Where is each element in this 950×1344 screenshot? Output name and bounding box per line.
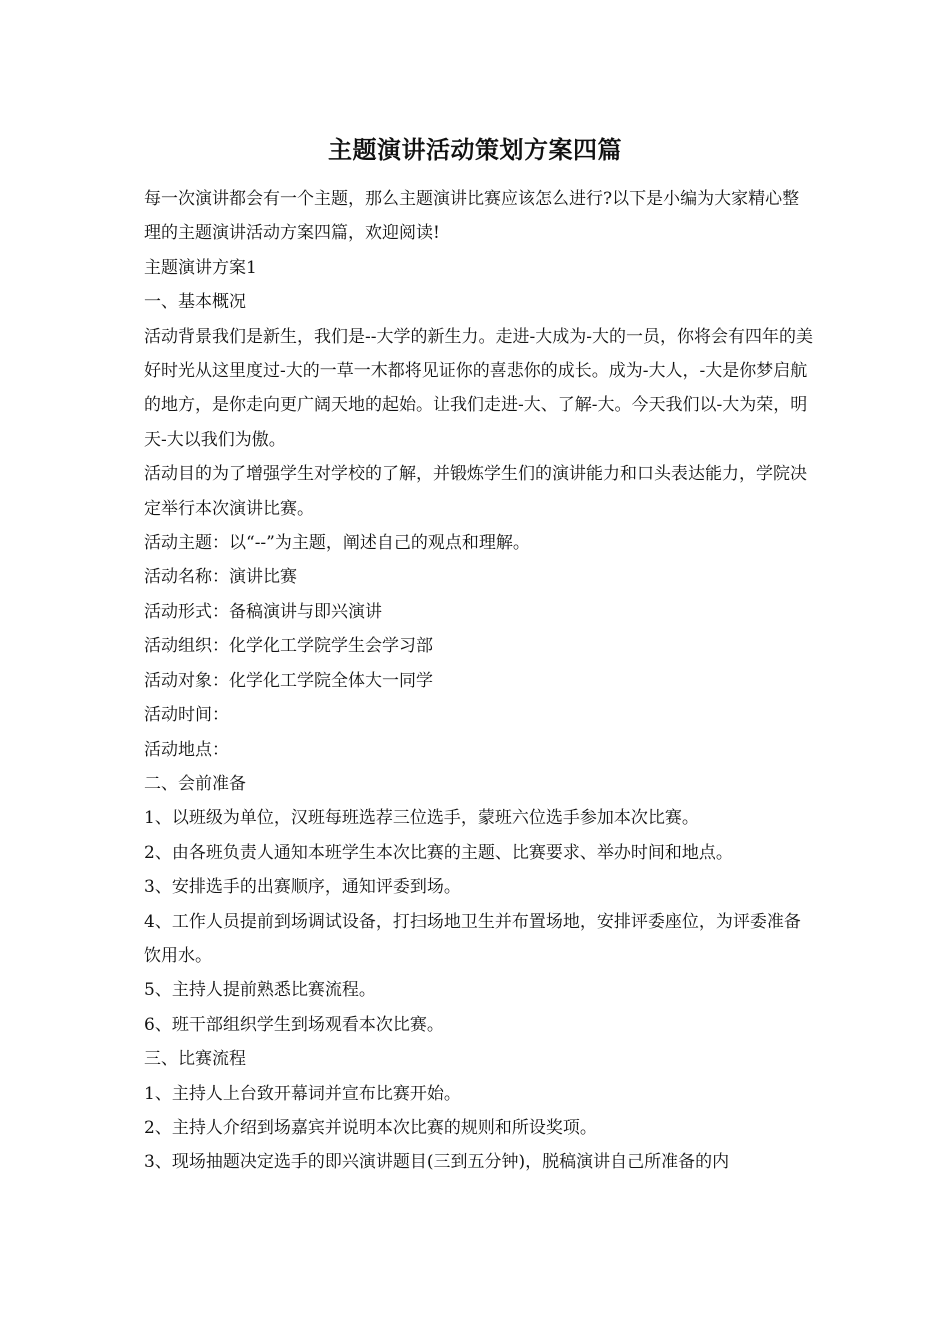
document-body <box>144 182 814 1180</box>
document-title: 主题演讲活动策划方案四篇 <box>328 135 622 164</box>
paragraph-purpose: 活动目的为了增强学生对学校的了解，并锻炼学生们的演讲能力和口头表达能力，学院决定举行本次演讲比赛。 <box>144 464 807 519</box>
paragraph-background: 活动背景我们是新生，我们是--大学的新生力。走进-大成为-大的一员，你将会有四年的美好时光从这里度过-大的一草一木都将见证你的喜悲你的成长。成为-大人，-大是你梦启航的地方，是你走向更广阔天地的起始。让我们走进-大、了解-大。今天我们以-大为荣，明天-大以我们为傲。 <box>144 326 813 450</box>
section-heading-overview: 一、基本概况 <box>144 292 246 313</box>
paragraph-audience: 活动对象：化学化工学院全体大一同学 <box>144 670 433 691</box>
list-item: 1、以班级为单位，汉班每班选荐三位选手，蒙班六位选手参加本次比赛。 <box>144 808 699 829</box>
paragraph-organizer: 活动组织：化学化工学院学生会学习部 <box>144 636 433 657</box>
intro-paragraph: 每一次演讲都会有一个主题，那么主题演讲比赛应该怎么进行?以下是小编为大家精心整理的主题演讲活动方案四篇，欢迎阅读! <box>144 189 800 244</box>
list-item: 5、主持人提前熟悉比赛流程。 <box>144 980 376 1001</box>
paragraph-location: 活动地点： <box>144 739 229 760</box>
list-item: 2、由各班负责人通知本班学生本次比赛的主题、比赛要求、举办时间和地点。 <box>144 842 733 863</box>
list-item: 1、主持人上台致开幕词并宣布比赛开始。 <box>144 1083 461 1104</box>
paragraph-format: 活动形式：备稿演讲与即兴演讲 <box>144 601 382 622</box>
list-item: 6、班干部组织学生到场观看本次比赛。 <box>144 1014 444 1035</box>
section-heading-preparation: 二、会前准备 <box>144 773 246 794</box>
paragraph-time: 活动时间： <box>144 705 229 726</box>
list-item: 3、安排选手的出赛顺序，通知评委到场。 <box>144 877 461 898</box>
paragraph-theme: 活动主题：以“--”为主题，阐述自己的观点和理解。 <box>144 533 530 554</box>
section-heading-process: 三、比赛流程 <box>144 1049 246 1070</box>
list-item: 2、主持人介绍到场嘉宾并说明本次比赛的规则和所设奖项。 <box>144 1117 597 1138</box>
paragraph-name: 活动名称：演讲比赛 <box>144 567 297 588</box>
list-item: 4、工作人员提前到场调试设备，打扫场地卫生并布置场地，安排评委座位，为评委准备饮用水。 <box>144 911 801 966</box>
section-heading-plan-1: 主题演讲方案1 <box>144 257 257 278</box>
list-item: 3、现场抽题决定选手的即兴演讲题目(三到五分钟)，脱稿演讲自己所准备的内 <box>144 1152 730 1173</box>
